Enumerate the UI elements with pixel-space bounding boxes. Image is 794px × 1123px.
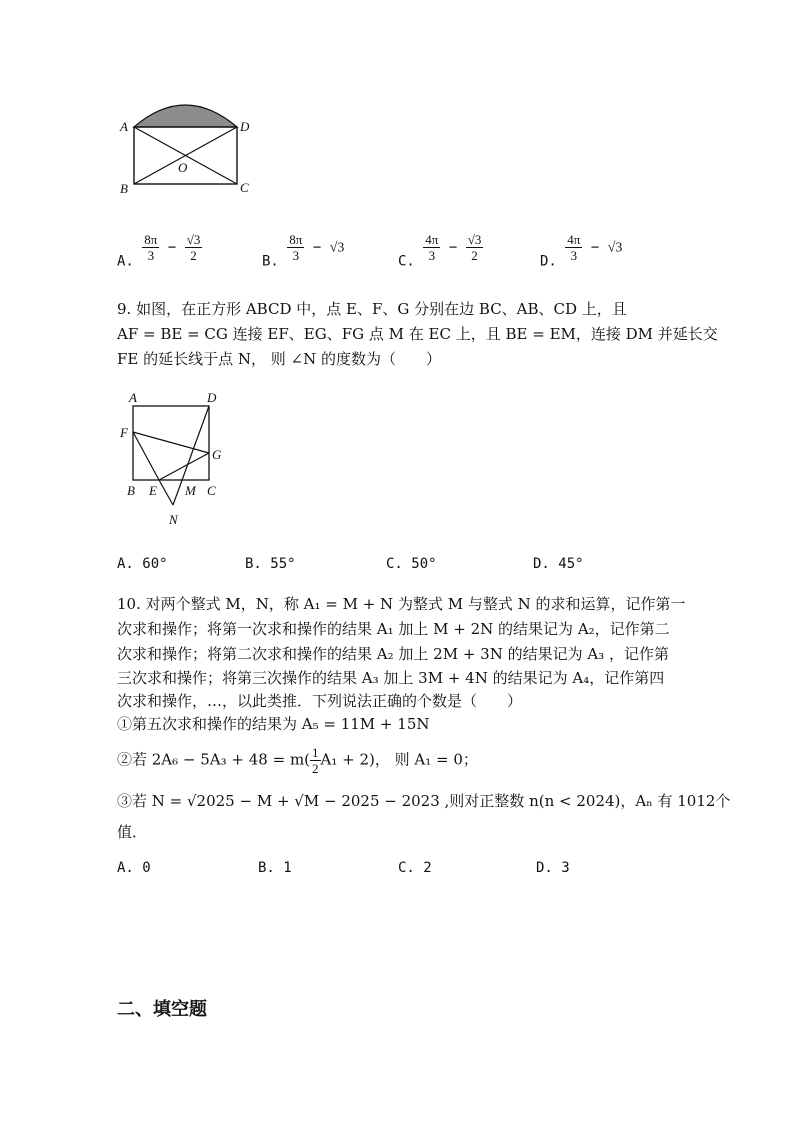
label-m: M xyxy=(185,483,196,498)
q9-line-2: AF = BE = CG 连接 EF、EG、FG 点 M 在 EC 上，且 BE = EM，连接 DM 并延长交 xyxy=(117,325,718,343)
label-b: B xyxy=(127,483,135,498)
figure-rectangle-semicircle xyxy=(110,88,260,200)
q10-line-2: 次求和操作；将第一次求和操作的结果 A₁ 加上 M + 2N 的结果记为 A₂，记作第二 xyxy=(117,620,670,638)
q10-line-5: 次求和操作，…，以此类推．下列说法正确的个数是（ ） xyxy=(117,692,523,710)
segment-en xyxy=(159,480,173,505)
q8-option-d[interactable] xyxy=(540,232,622,270)
label-e: E xyxy=(149,483,157,498)
section-title: 二、填空题 xyxy=(117,999,207,1020)
label-f: F xyxy=(120,425,128,440)
fraction: $\frac{√3}{2}$ xyxy=(467,232,482,263)
label-a: A xyxy=(120,119,128,134)
figure-square-abcd xyxy=(115,385,235,530)
item2-prefix: ②若 2A₆ − 5A₃ + 48 = m( xyxy=(117,750,311,769)
fraction: $\frac{8\pi}{3}$ xyxy=(144,232,158,263)
shaded-segment xyxy=(134,105,237,127)
minus-sign: − xyxy=(448,239,458,256)
label-d: D xyxy=(207,390,217,405)
q9-option-d[interactable]: D. 45° xyxy=(533,556,584,572)
label-c: C xyxy=(240,180,249,195)
label-c: C xyxy=(207,483,216,498)
q9-line-3: FE 的延长线于点 N， 则 ∠N 的度数为（ ） xyxy=(117,350,442,368)
fraction: $\frac{√3}{2}$ xyxy=(186,232,201,263)
option-letter: A. xyxy=(117,253,134,270)
fraction: $\frac{4\pi}{3}$ xyxy=(567,232,581,263)
item2-suffix: A₁ + 2)， 则 A₁ = 0； xyxy=(320,750,478,769)
q10-item-3-tail: 值． xyxy=(117,823,148,841)
label-b: B xyxy=(120,181,128,196)
q10-option-b[interactable]: B. 1 xyxy=(258,860,292,876)
minus-sign: − xyxy=(312,239,322,256)
q10-option-c[interactable]: C. 2 xyxy=(398,860,432,876)
root: √3 xyxy=(329,240,345,256)
q10-line-3: 次求和操作；将第二次求和操作的结果 A₂ 加上 2M + 3N 的结果记为 A₃ ，记作第 xyxy=(117,645,669,663)
minus-sign: − xyxy=(167,239,177,256)
q9-option-b[interactable]: B. 55° xyxy=(245,556,296,572)
option-letter: B. xyxy=(262,253,279,270)
q10-item-2 xyxy=(117,745,478,776)
segment-fg xyxy=(133,432,209,453)
label-o: O xyxy=(178,160,188,175)
q8-option-a[interactable] xyxy=(117,232,202,270)
q10-line-4: 三次求和操作；将第三次操作的结果 A₃ 加上 3M + 4N 的结果记为 A₄，记作第四 xyxy=(117,669,665,687)
fraction: $\frac{8\pi}{3}$ xyxy=(289,232,303,263)
fraction: $\frac{4\pi}{3}$ xyxy=(425,232,439,263)
q8-option-c[interactable] xyxy=(398,232,483,270)
segment-fe xyxy=(133,432,159,480)
label-n: N xyxy=(169,512,178,527)
q10-line-1: 10. 对两个整式 M，N，称 A₁ = M + N 为整式 M 与整式 N 的求和运算，记作第一 xyxy=(117,595,686,613)
fraction-half: $\frac{1}{2}$ xyxy=(312,745,319,776)
label-d: D xyxy=(240,119,250,134)
q9-option-a[interactable]: A. 60° xyxy=(117,556,168,572)
q9-option-c[interactable]: C. 50° xyxy=(386,556,437,572)
option-letter: D. xyxy=(540,253,557,270)
q8-option-b[interactable] xyxy=(262,232,344,270)
q10-option-d[interactable]: D. 3 xyxy=(536,860,570,876)
minus-sign: − xyxy=(590,239,600,256)
root: √3 xyxy=(607,240,623,256)
q10-option-a[interactable]: A. 0 xyxy=(117,860,151,876)
q10-item-3: ③若 N = √2025 − M + √M − 2025 − 2023 ,则对正整数 n(n < 2024)，Aₙ 有 1012个 xyxy=(117,792,731,810)
label-a: A xyxy=(129,390,137,405)
q10-item-1: ①第五次求和操作的结果为 A₅ = 11M + 15N xyxy=(117,715,430,733)
label-g: G xyxy=(212,447,222,462)
option-letter: C. xyxy=(398,253,415,270)
q9-line-1: 9. 如图，在正方形 ABCD 中，点 E、F、G 分别在边 BC、AB、CD 上，且 xyxy=(117,300,627,318)
